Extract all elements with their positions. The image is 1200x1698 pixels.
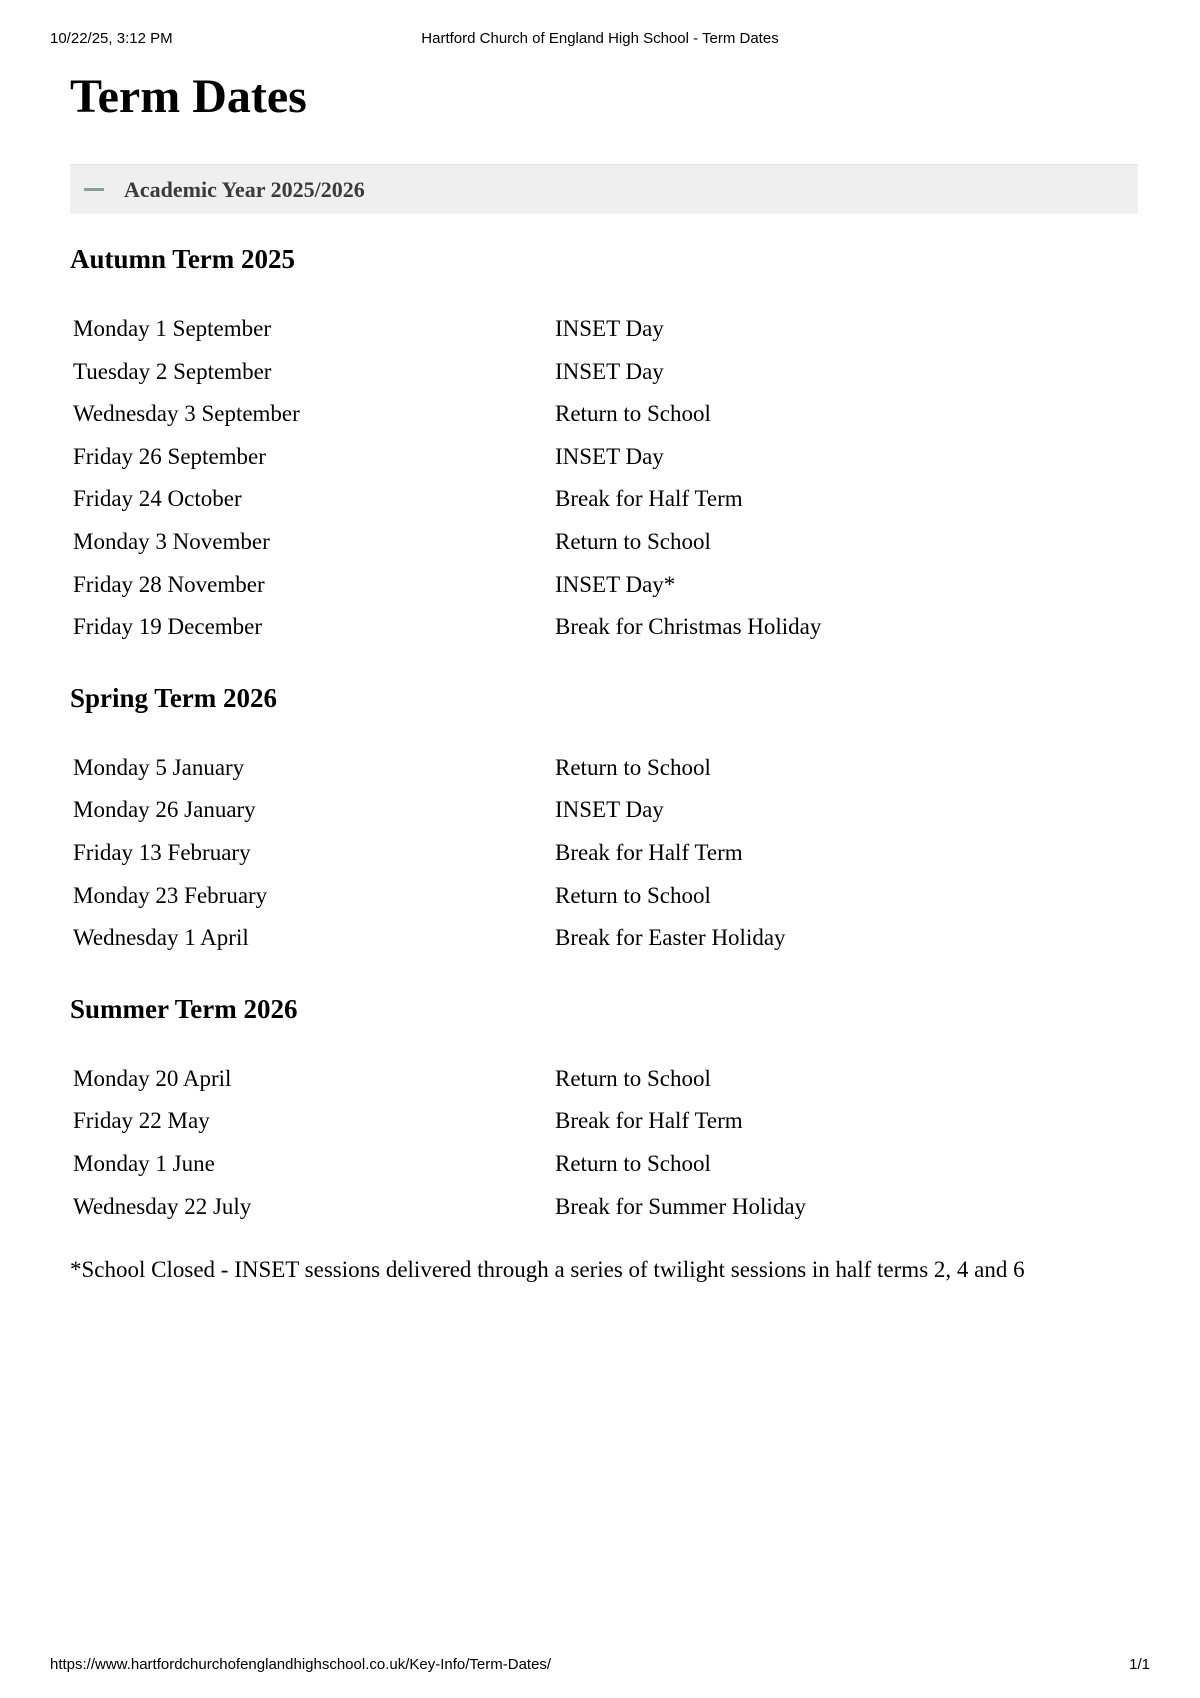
print-doc-title: Hartford Church of England High School - Term Dates xyxy=(421,30,779,47)
event-cell: Break for Summer Holiday xyxy=(555,1193,807,1219)
term-dates-table xyxy=(73,747,786,960)
table-row xyxy=(73,436,821,479)
table-row xyxy=(73,308,821,351)
date-cell: Wednesday 1 April xyxy=(73,925,249,951)
table-row xyxy=(73,747,786,790)
table-row xyxy=(73,832,786,875)
accordion-label: Academic Year 2025/2026 xyxy=(124,176,365,202)
date-cell: Monday 1 June xyxy=(73,1150,215,1176)
event-cell: INSET Day xyxy=(555,797,664,823)
event-cell: Break for Christmas Holiday xyxy=(555,614,822,640)
term-sections xyxy=(70,240,1138,1309)
event-cell: Return to School xyxy=(555,1065,711,1091)
term-title: Summer Term 2026 xyxy=(70,993,298,1024)
date-cell: Monday 5 January xyxy=(73,754,245,780)
date-cell: Monday 3 November xyxy=(73,528,270,554)
date-cell: Friday 13 February xyxy=(73,839,251,865)
main-content xyxy=(70,62,1138,1283)
table-row xyxy=(73,393,821,436)
accordion-academic-year[interactable] xyxy=(70,164,1138,214)
event-cell: INSET Day* xyxy=(555,571,676,597)
event-cell: INSET Day xyxy=(555,358,664,384)
print-url: https://www.hartfordchurchofenglandhighschool.co.uk/Key-Info/Term-Dates/ xyxy=(50,1656,552,1673)
event-cell: Break for Half Term xyxy=(555,1108,743,1134)
event-cell: Break for Half Term xyxy=(555,839,743,865)
minus-icon xyxy=(84,188,104,191)
table-row xyxy=(73,351,821,394)
table-row xyxy=(73,1143,806,1186)
date-cell: Friday 24 October xyxy=(73,486,242,512)
table-row xyxy=(73,1100,806,1143)
date-cell: Friday 22 May xyxy=(73,1108,210,1134)
date-cell: Monday 26 January xyxy=(73,797,256,823)
date-cell: Monday 20 April xyxy=(73,1065,232,1091)
term-dates-table xyxy=(73,1058,806,1228)
date-cell: Friday 26 September xyxy=(73,443,266,469)
table-row xyxy=(73,875,786,918)
event-cell: Return to School xyxy=(555,1150,711,1176)
date-cell: Tuesday 2 September xyxy=(73,358,272,384)
term-dates-table xyxy=(73,308,821,649)
date-cell: Wednesday 22 July xyxy=(73,1193,252,1219)
event-cell: INSET Day xyxy=(555,316,664,341)
page-title: Term Dates xyxy=(70,70,307,123)
date-cell: Friday 19 December xyxy=(73,614,263,640)
term-autumn xyxy=(70,240,1138,649)
page-number: 1/1 xyxy=(1129,1656,1150,1673)
event-cell: INSET Day xyxy=(555,443,664,469)
print-header xyxy=(50,30,1150,52)
date-cell: Wednesday 3 September xyxy=(73,401,300,427)
table-row xyxy=(73,1058,806,1101)
print-datetime: 10/22/25, 3:12 PM xyxy=(50,30,173,47)
event-cell: Return to School xyxy=(555,754,711,780)
date-cell: Monday 1 September xyxy=(73,316,272,341)
event-cell: Return to School xyxy=(555,882,711,908)
date-cell: Friday 28 November xyxy=(73,571,265,597)
event-cell: Return to School xyxy=(555,528,711,554)
term-spring xyxy=(70,679,1138,960)
table-row xyxy=(73,521,821,564)
term-title: Spring Term 2026 xyxy=(70,682,278,713)
term-title: Autumn Term 2025 xyxy=(70,244,296,274)
table-row xyxy=(73,564,821,607)
date-cell: Monday 23 February xyxy=(73,882,268,908)
event-cell: Break for Easter Holiday xyxy=(555,925,786,951)
term-summer xyxy=(70,990,1138,1228)
table-row xyxy=(73,789,786,832)
footnote: *School Closed - INSET sessions delivered through a series of twilight sessions in half terms 2, 4 and 6 xyxy=(70,1257,1025,1283)
table-row xyxy=(73,1186,806,1229)
event-cell: Break for Half Term xyxy=(555,486,743,512)
table-row xyxy=(73,606,821,649)
event-cell: Return to School xyxy=(555,401,711,427)
table-row xyxy=(73,478,821,521)
print-footer xyxy=(50,1656,1150,1678)
table-row xyxy=(73,917,786,960)
